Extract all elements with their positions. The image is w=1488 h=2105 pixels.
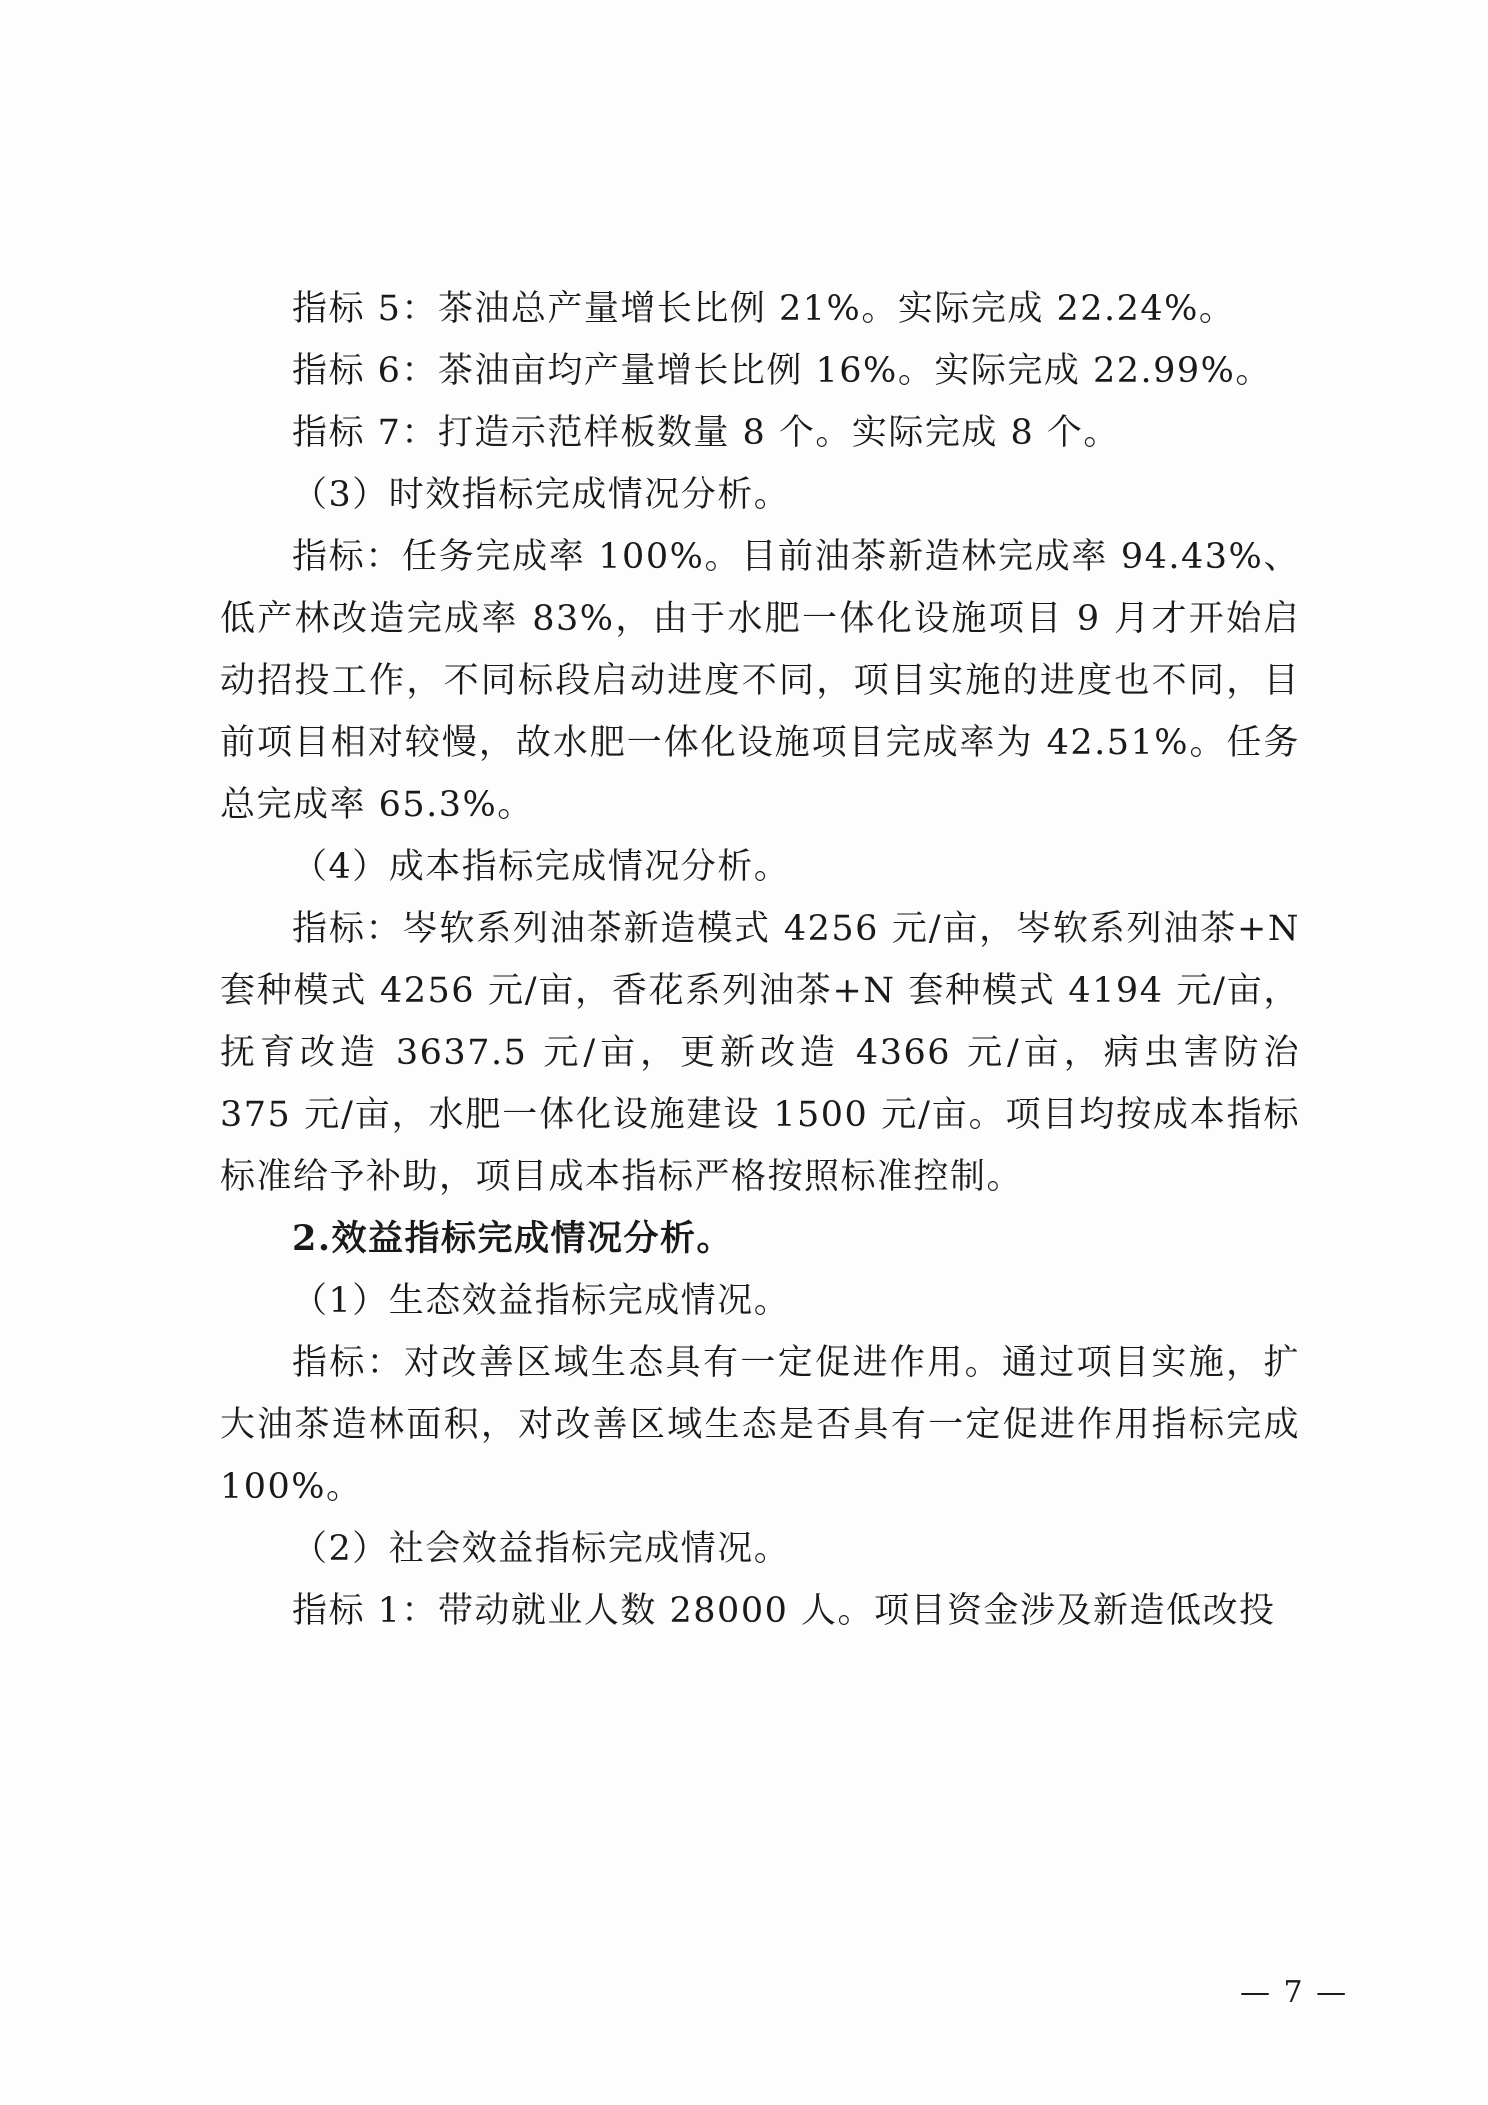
section-heading-ecological: （1）生态效益指标完成情况。 <box>292 1281 791 1321</box>
section-heading-timeliness: （3）时效指标完成情况分析。 <box>292 475 791 515</box>
paragraph-indicator-6: 指标 6：茶油亩均产量增长比例 16%。实际完成 22.99%。 <box>292 351 1272 391</box>
section-heading-benefit: 2.效益指标完成情况分析。 <box>292 1218 734 1259</box>
paragraph-cost-indicator: 指标：岑软系列油茶新造模式 4256 元/亩，岑软系列油茶+N 套种模式 4256 元/亩，香花系列油茶+N 套种模式 4194 元/亩，抚育改造 3637.5 元/亩，更新改造 4366 元/亩，病虫害防治 375 元/亩，水肥一体化设施建设 1500 元/亩。项目均按成本指标标准给予补助，项目成本指标严格按照标准控制。 <box>220 909 1300 1197</box>
section-heading-cost: （4）成本指标完成情况分析。 <box>292 847 791 887</box>
page-number: — 7 — <box>1240 1975 1349 2010</box>
paragraph-indicator-7: 指标 7：打造示范样板数量 8 个。实际完成 8 个。 <box>292 413 1120 453</box>
paragraph-social-indicator-1: 指标 1：带动就业人数 28000 人。项目资金涉及新造低改投 <box>292 1591 1276 1631</box>
section-heading-social: （2）社会效益指标完成情况。 <box>292 1529 791 1569</box>
paragraph-timeliness-indicator: 指标：任务完成率 100%。目前油茶新造林完成率 94.43%、低产林改造完成率 83%，由于水肥一体化设施项目 9 月才开始启动招投工作，不同标段启动进度不同，项目实施的进度也不同，目前项目相对较慢，故水肥一体化设施项目完成率为 42.51%。任务总完成率 65.3%。 <box>220 537 1300 825</box>
paragraph-indicator-5: 指标 5：茶油总产量增长比例 21%。实际完成 22.24%。 <box>292 289 1236 329</box>
paragraph-ecological-indicator: 指标：对改善区域生态具有一定促进作用。通过项目实施，扩大油茶造林面积，对改善区域生态是否具有一定促进作用指标完成 100%。 <box>220 1343 1300 1507</box>
document-body <box>220 278 1300 1642</box>
